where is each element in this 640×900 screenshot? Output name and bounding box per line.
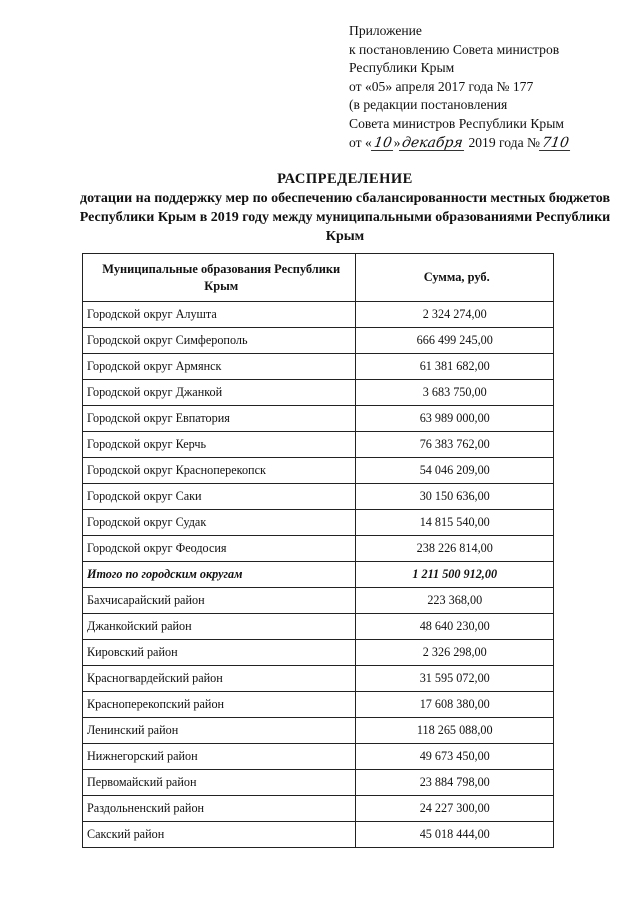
appendix-block	[349, 22, 634, 152]
handwritten-month: декабря	[401, 134, 465, 151]
amount-value: 76 383 762,00	[356, 432, 554, 458]
table-row	[83, 796, 554, 822]
title-subtitle: дотации на поддержку мер по обеспечению сбалансированности местных бюджетов Республики Крым в 2019 году между муниципальными образованиями Республики Крым	[79, 191, 611, 244]
header-amount: Сумма, руб.	[356, 254, 554, 302]
municipality-name: Городской округ Саки	[83, 484, 356, 510]
amount-value: 3 683 750,00	[356, 380, 554, 406]
amount-value: 223 368,00	[356, 588, 554, 614]
municipality-name: Джанкойский район	[83, 614, 356, 640]
amount-value: 61 381 682,00	[356, 354, 554, 380]
municipality-name: Городской округ Феодосия	[83, 536, 356, 562]
appendix-line: Совета министров Республики Крым	[349, 115, 564, 131]
municipality-name: Городской округ Симферополь	[83, 328, 356, 354]
amount-value: 48 640 230,00	[356, 614, 554, 640]
title-heading: РАСПРЕДЕЛЕНИЕ	[277, 171, 413, 187]
table-row	[83, 614, 554, 640]
amount-value: 23 884 798,00	[356, 770, 554, 796]
table-row	[83, 640, 554, 666]
amount-value: 54 046 209,00	[356, 458, 554, 484]
amount-value: 49 673 450,00	[356, 744, 554, 770]
municipality-name: Ленинский район	[83, 718, 356, 744]
table-row	[83, 458, 554, 484]
table-row	[83, 510, 554, 536]
date-year: 2019 года №	[465, 134, 540, 150]
amount-value: 45 018 444,00	[356, 822, 554, 848]
table-body	[83, 302, 554, 848]
table-row	[83, 302, 554, 328]
table-row	[83, 770, 554, 796]
document-title	[60, 170, 630, 246]
table-row	[83, 380, 554, 406]
municipality-name: Кировский район	[83, 640, 356, 666]
amount-value: 63 989 000,00	[356, 406, 554, 432]
table-row	[83, 432, 554, 458]
municipality-name: Городской округ Судак	[83, 510, 356, 536]
municipality-name: Бахчисарайский район	[83, 588, 356, 614]
table-row	[83, 354, 554, 380]
amount-value: 30 150 636,00	[356, 484, 554, 510]
handwritten-day: 10	[372, 134, 393, 151]
appendix-line: Приложение	[349, 23, 422, 38]
appendix-line: (в редакции постановления	[349, 97, 508, 113]
municipality-name: Городской округ Армянск	[83, 354, 356, 380]
municipality-name: Раздольненский район	[83, 796, 356, 822]
distribution-table	[82, 253, 554, 848]
appendix-date-line	[349, 134, 634, 153]
handwritten-number: 710	[540, 134, 570, 151]
table-row	[83, 666, 554, 692]
header-municipality: Муниципальные образования Республики Крым	[83, 254, 356, 302]
table-row	[83, 822, 554, 848]
municipality-name: Первомайский район	[83, 770, 356, 796]
municipality-name: Итого по городским округам	[83, 562, 356, 588]
municipality-name: Красноперекопский район	[83, 692, 356, 718]
table-row	[83, 484, 554, 510]
amount-value: 31 595 072,00	[356, 666, 554, 692]
table-row	[83, 744, 554, 770]
amount-value: 238 226 814,00	[356, 536, 554, 562]
table-header-row	[83, 254, 554, 302]
date-quote: »	[393, 134, 401, 150]
table-row	[83, 406, 554, 432]
appendix-line: Республики Крым	[349, 60, 455, 76]
table-row	[83, 692, 554, 718]
amount-value: 2 324 274,00	[356, 302, 554, 328]
table-row	[83, 588, 554, 614]
municipality-name: Городской округ Джанкой	[83, 380, 356, 406]
municipality-name: Городской округ Красноперекопск	[83, 458, 356, 484]
amount-value: 666 499 245,00	[356, 328, 554, 354]
amount-value: 2 326 298,00	[356, 640, 554, 666]
appendix-line: от «05» апреля 2017 года № 177	[349, 78, 534, 94]
municipality-name: Красногвардейский район	[83, 666, 356, 692]
date-prefix: от «	[349, 134, 372, 150]
municipality-name: Городской округ Евпатория	[83, 406, 356, 432]
amount-value: 14 815 540,00	[356, 510, 554, 536]
amount-value: 17 608 380,00	[356, 692, 554, 718]
municipality-name: Городской округ Керчь	[83, 432, 356, 458]
municipality-name: Городской округ Алушта	[83, 302, 356, 328]
appendix-line: к постановлению Совета министров	[349, 41, 560, 57]
table-row	[83, 328, 554, 354]
municipality-name: Нижнегорский район	[83, 744, 356, 770]
table-total-row	[83, 562, 554, 588]
amount-value: 118 265 088,00	[356, 718, 554, 744]
amount-value: 1 211 500 912,00	[356, 562, 554, 588]
table-row	[83, 536, 554, 562]
amount-value: 24 227 300,00	[356, 796, 554, 822]
table-row	[83, 718, 554, 744]
municipality-name: Сакский район	[83, 822, 356, 848]
